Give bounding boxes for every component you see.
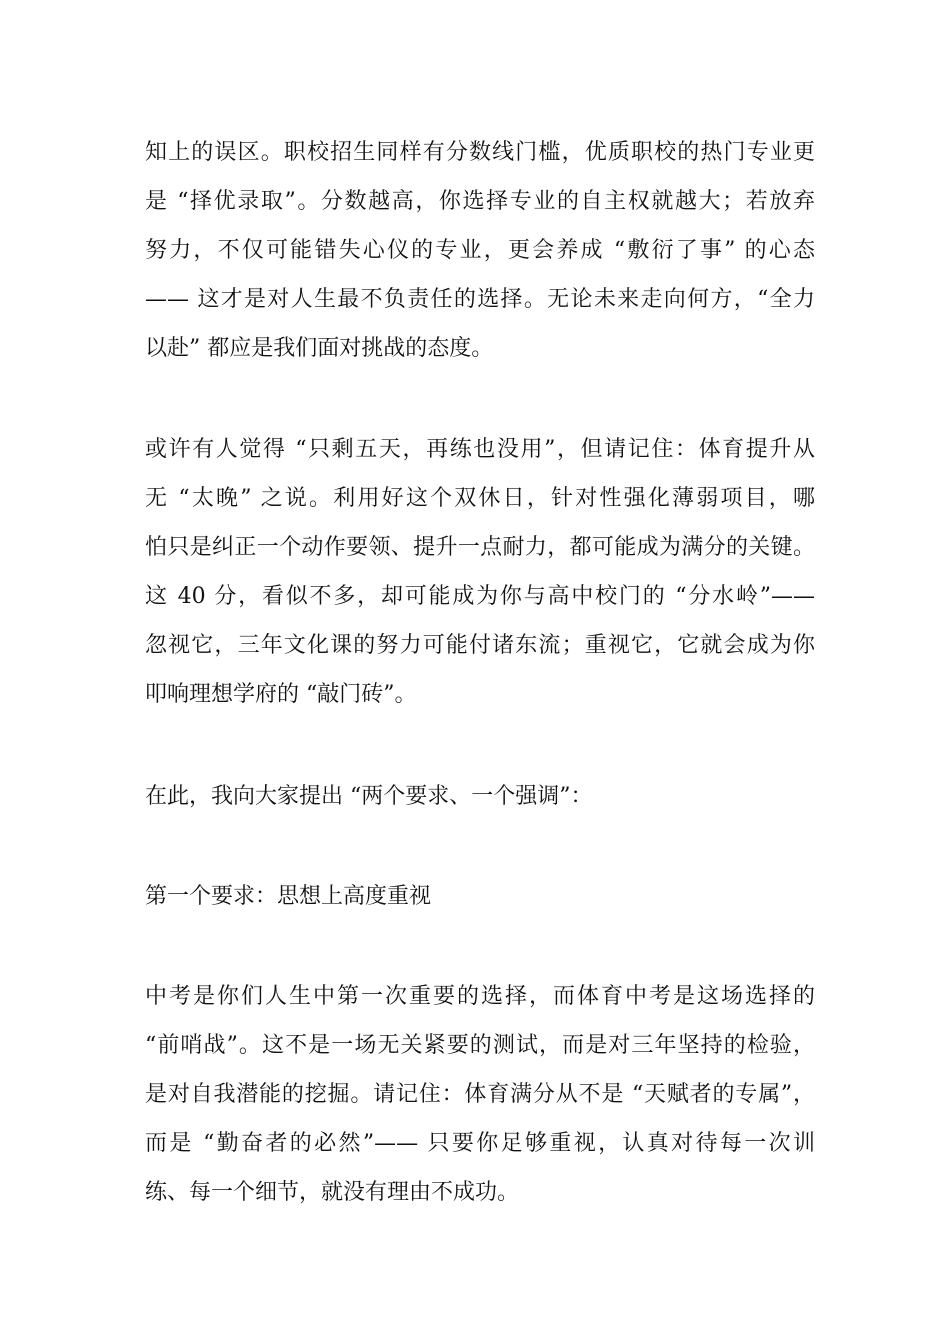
paragraph-line: 是对自我潜能的挖掘。请记住：体育满分从不是 “天赋者的专属”， <box>145 1082 815 1107</box>
paragraph-line: 努力，不仅可能错失心仪的专业，更会养成 “敷衍了事” 的心态 <box>145 238 815 263</box>
heading-line: 第一个要求：思想上高度重视 <box>145 884 432 909</box>
paragraph-line: 忽视它，三年文化课的努力可能付诸东流；重视它，它就会成为你 <box>145 633 815 658</box>
paragraph-line: 知上的误区。职校招生同样有分数线门槛，优质职校的热门专业更 <box>145 140 815 165</box>
paragraph-line: 在此，我向大家提出 “两个要求、一个强调”： <box>145 784 593 809</box>
paragraph-line: 是 “择优录取”。分数越高，你选择专业的自主权就越大；若放弃 <box>145 189 815 214</box>
paragraph-line: 怕只是纠正一个动作要领、提升一点耐力，都可能成为满分的关键。 <box>145 535 815 560</box>
paragraph-4 <box>145 972 815 1217</box>
paragraph-3 <box>145 772 815 821</box>
paragraph-1 <box>145 128 815 373</box>
paragraph-line: 或许有人觉得 “只剩五天，再练也没用”，但请记住：体育提升从 <box>145 437 815 462</box>
paragraph-line: 而是 “勤奋者的必然”—— 只要你足够重视，认真对待每一次训 <box>145 1131 815 1156</box>
paragraph-line: 这 40 分，看似不多，却可能成为你与高中校门的 “分水岭”—— <box>145 584 815 609</box>
paragraph-line: 叩响理想学府的 “敲门砖”。 <box>145 682 417 707</box>
paragraph-line: “前哨战”。这不是一场无关紧要的测试，而是对三年坚持的检验， <box>145 1033 815 1058</box>
paragraph-line: 无 “太晚” 之说。利用好这个双休日，针对性强化薄弱项目，哪 <box>145 486 815 511</box>
paragraph-line: 中考是你们人生中第一次重要的选择，而体育中考是这场选择的 <box>145 984 815 1009</box>
paragraph-line: 练、每一个细节，就没有理由不成功。 <box>145 1180 520 1205</box>
paragraph-line: 以赴” 都应是我们面对挑战的态度。 <box>145 336 494 361</box>
section-heading <box>145 872 815 921</box>
paragraph-2 <box>145 425 815 719</box>
paragraph-line: —— 这才是对人生最不负责任的选择。无论未来走向何方，“全力 <box>145 287 815 312</box>
